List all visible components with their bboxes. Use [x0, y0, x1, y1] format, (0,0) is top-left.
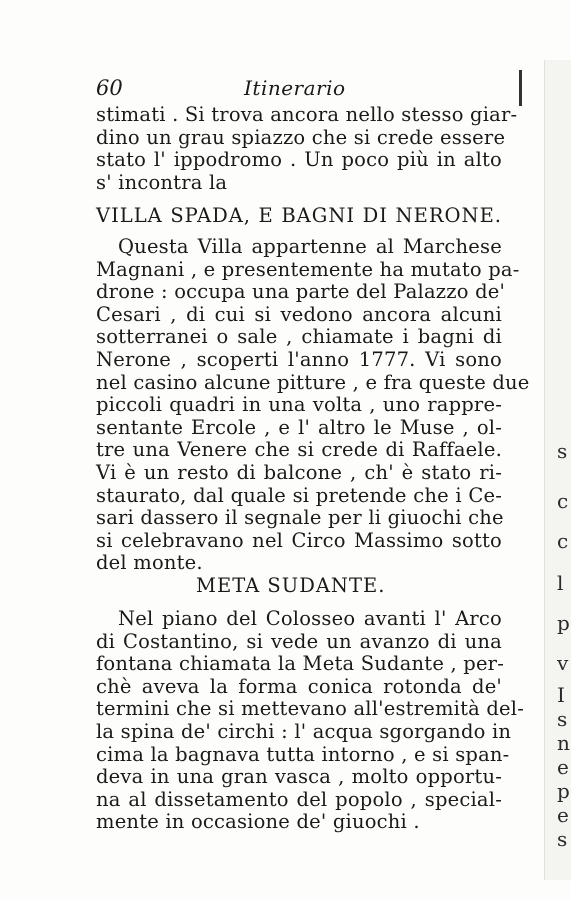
text-line: drone : occupa una parte del Palazzo de' [96, 280, 506, 304]
text-line: la spina de' circhi : l' acqua sgorgando in [96, 719, 512, 743]
facing-page-char: e [557, 755, 569, 779]
page-number: 60 [96, 76, 123, 100]
text-line: Vi è un resto di balcone , ch' è stato ri- [96, 460, 502, 484]
text-line: staurato, dal quale si pretende che i Ce- [96, 483, 502, 507]
text-line: tre una Venere che si crede di Raffaele. [96, 438, 502, 462]
text-line: fontana chiamata la Meta Sudante , per- [96, 652, 504, 676]
paragraph-villa-spada [96, 235, 530, 575]
text-line: Questa Villa appartenne al Marchese [118, 235, 502, 258]
text-line: termini che si mettevano all'estremità del- [96, 697, 525, 721]
facing-page-char: s [557, 707, 568, 731]
text-line: stato l' ippodromo . Un poco più in alto [96, 148, 502, 172]
text-line: dino un grau spiazzo che si crede essere [96, 125, 506, 149]
section-heading-villa-spada: VILLA SPADA, E BAGNI DI NERONE. [96, 204, 502, 227]
text-line: sotterranei o sale , chiamate i bagni di [96, 325, 502, 349]
facing-page-char: s [557, 439, 568, 463]
gutter-mark [519, 70, 522, 106]
text-line: chè aveva la forma conica rotonda de' [96, 674, 502, 698]
text-line: sari dassero il segnale per li giuochi che [96, 506, 504, 530]
facing-page-edge [544, 60, 571, 880]
text-line: del monte. [96, 551, 203, 575]
text-line: si celebravano nel Circo Massimo sotto [96, 528, 502, 552]
text-line: mente in occasione de' giuochi . [96, 810, 420, 834]
section-heading-meta-sudante: META SUDANTE. [196, 574, 386, 597]
facing-page-char: p [557, 779, 570, 803]
text-line: na al dissetamento del popolo , special- [96, 787, 502, 811]
page-header [96, 76, 506, 102]
facing-page-char: e [557, 803, 569, 827]
running-head: Itinerario [244, 76, 346, 100]
text-line: Nerone , scoperti l'anno 1777. Vi sono [96, 347, 502, 371]
text-line: sentante Ercole , e l' altro le Muse , ol- [96, 415, 502, 439]
facing-page-char: c [557, 489, 569, 513]
facing-page-char: v [557, 651, 569, 675]
paragraph-continuation [96, 103, 518, 194]
text-line: Cesari , di cui si vedono ancora alcuni [96, 302, 502, 326]
facing-page-char: p [557, 611, 570, 635]
paragraph-meta-sudante [96, 607, 525, 834]
text-line: Magnani , e presentemente ha mutato pa- [96, 257, 520, 281]
text-line: stimati . Si trova ancora nello stesso giar- [96, 103, 518, 126]
text-line: s' incontra la [96, 170, 228, 194]
facing-page-char: l [557, 571, 564, 595]
facing-page-char: s [557, 827, 568, 851]
facing-page-char: n [557, 731, 570, 755]
facing-page-char: c [557, 529, 569, 553]
text-line: cima la bagnava tutta intorno , e si span- [96, 742, 510, 766]
facing-page-char: I [557, 683, 565, 707]
text-line: deva in una gran vasca , molto opportu- [96, 765, 502, 789]
text-line: Nel piano del Colosseo avanti l' Arco [118, 607, 502, 630]
text-line: di Costantino, si vede un avanzo di una [96, 629, 502, 653]
text-line: nel casino alcune pitture , e fra queste due [96, 370, 530, 394]
text-line: piccoli quadri in una volta , uno rappre- [96, 393, 502, 417]
